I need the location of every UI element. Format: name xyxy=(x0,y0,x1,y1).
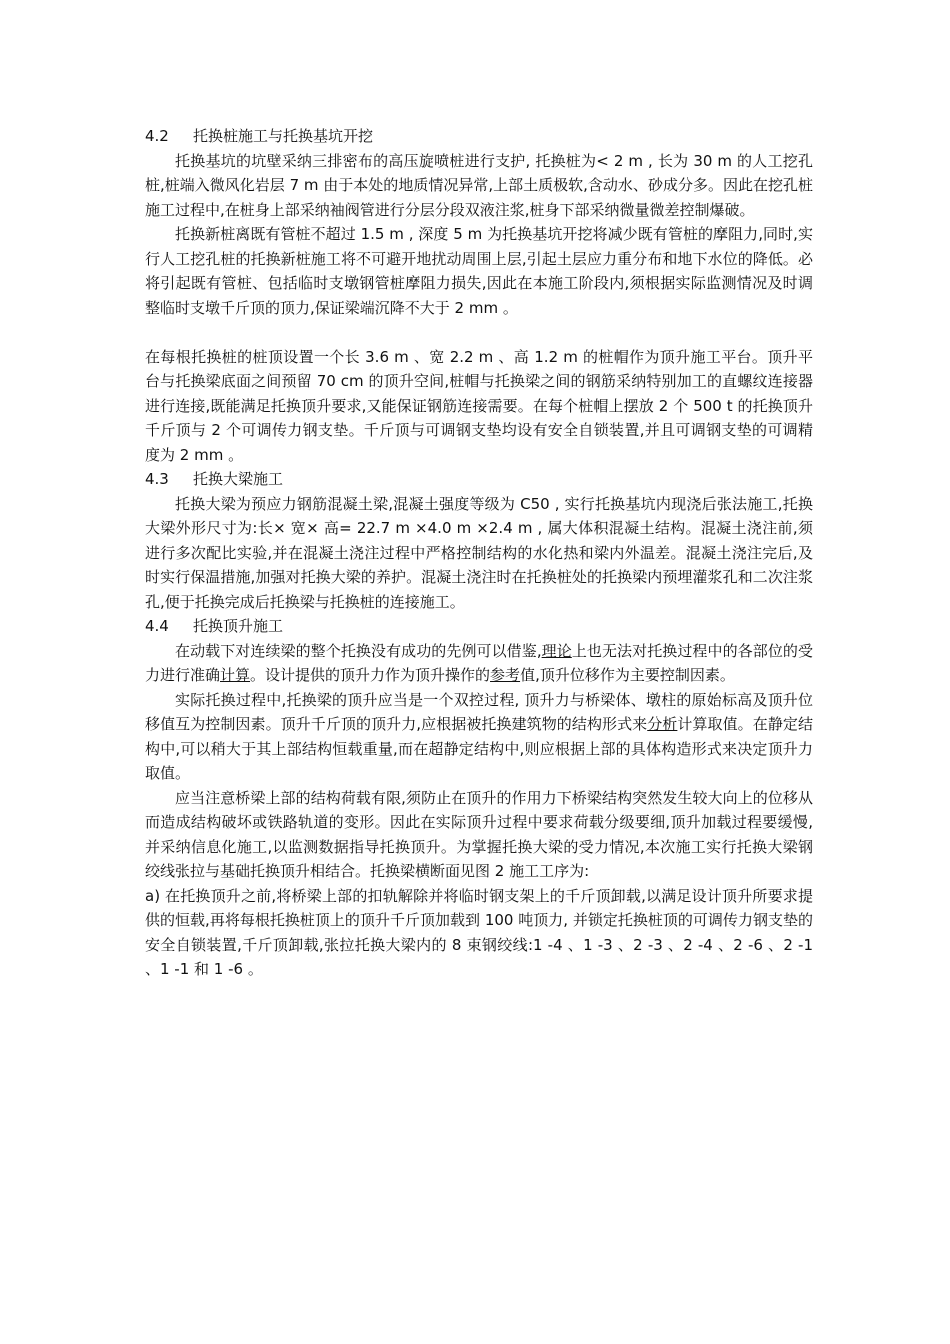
paragraph: 应当注意桥梁上部的结构荷载有限,须防止在顶升的作用力下桥梁结构突然发生较大向上的位移从而造成结构破坏或铁路轨道的变形。因此在实际顶升过程中要求荷载分级要细,顶升加载过程要缓慢,并采纳信息化施工,以监测数据指导托换顶升。为掌握托换大梁的受力情况,本次施工实行托换大梁钢绞线张拉与基础托换顶升相结合。托换梁横断面见图 2 施工工序为: xyxy=(145,788,813,880)
paragraph: 托换新桩离既有管桩不超过 1.5 m , 深度 5 m 为托换基坑开挖将减少既有管桩的摩阻力,同时,实行人工挖孔桩的托换新桩施工将不可避开地扰动周围上层,引起土层应力重分布和地下水位的降低。必将引起既有管桩、包括临时支墩钢管桩摩阻力损失,因此在本施工阶段内,须根据实际监测情况及时调整临时支墩千斤顶的顶力,保证梁端沉降不大于 2 mm 。 xyxy=(145,225,813,317)
paragraph: 托换基坑的坑壁采纳三排密布的高压旋喷桩进行支护, 托换桩为< 2 m , 长为 30 m 的人工挖孔桩,桩端入微风化岩层 7 m 由于本处的地质情况异常,上部土质极软,含动水、砂成分多。因此在挖孔桩施工过程中,在桩身上部采纳袖阀管进行分层分段双液注浆,桩身下部采纳微量微差控制爆破。 xyxy=(145,151,813,219)
text-run: 值,顶升位移作为主要控制因素。 xyxy=(520,666,735,684)
paragraph: 在每根托换桩的桩顶设置一个长 3.6 m 、宽 2.2 m 、高 1.2 m 的桩帽作为顶升施工平台。顶升平台与托换梁底面之间预留 70 cm 的顶升空间,桩帽与托换梁之间的钢筋采纳特别加工的直螺纹连接器进行连接,既能满足托换顶升要求,又能保证钢筋连接需要。在每个桩帽上摆放 2 个 500 t 的托换顶升千斤顶与 2 个可调传力钢支垫。千斤顶与可调钢支垫均设有安全自锁装置,并且可调钢支垫的可调精度为 2 mm 。 xyxy=(145,347,813,464)
section-number: 4.3 xyxy=(145,470,169,488)
paragraph: 托换大梁为预应力钢筋混凝土梁,混凝土强度等级为 C50 , 实行托换基坑内现浇后张法施工,托换大梁外形尺寸为:长× 宽× 高= 22.7 m ×4.0 m ×2.4 m , 属大体积混凝土结构。混凝土浇注前,须进行多次配比实验,并在混凝土浇注过程中严格控制结构的水化热和梁内外温差。混凝土浇注完后,及时实行保温措施,加强对托换大梁的养护。混凝土浇注时在托换桩处的托换梁内预埋灌浆孔和二次注浆孔,便于托换完成后托换梁与托换桩的连接施工。 xyxy=(145,494,813,611)
section-title: 托换顶升施工 xyxy=(193,617,284,635)
link-theory[interactable]: 理论 xyxy=(541,641,572,660)
section-title: 托换桩施工与托换基坑开挖 xyxy=(193,127,374,145)
text-run: 实际托换过程中,托换梁的顶升应当是一个双控过程, 顶升力与桥梁体、墩柱的原始标高及顶升位移值互为控制因素。顶升千斤顶的顶升力,应根据被托换建筑物的结构形式来 xyxy=(145,690,813,733)
text-run: 计算取值。在静定结构中,可以稍大于其上部结构恒载重量,而在超静定结构中,则应根据上部的具体构造形式来决定顶升力取值。 xyxy=(145,715,813,782)
section-heading-4-3 xyxy=(145,467,813,492)
section-number: 4.4 xyxy=(145,617,169,635)
text-run: 。设计提供的顶升力作为顶升操作的 xyxy=(250,666,491,684)
paragraph xyxy=(145,688,813,786)
section-heading-4-4 xyxy=(145,614,813,639)
text-run: 上也无法对托换过程中的各部位的受力进行准确 xyxy=(145,641,813,684)
link-calculation[interactable]: 计算 xyxy=(220,666,251,684)
paragraph: a) 在托换顶升之前,将桥梁上部的扣轨解除并将临时钢支架上的千斤顶卸载,以满足设计顶升所要求提供的恒载,再将每根托换桩顶上的顶升千斤顶加载到 100 吨顶力, 并锁定托换桩顶的可调传力钢支垫的安全自锁装置,千斤顶卸载,张拉托换大梁内的 8 束钢绞线:1 -4 、1 -3 、2 -3 、2 -4 、2 -6 、2 -1 、1 -1 和 1 -6 。 xyxy=(145,886,813,978)
blank-line xyxy=(145,320,813,345)
section-title: 托换大梁施工 xyxy=(193,470,284,488)
text-run: 在动载下对连续梁的整个托换没有成功的先例可以借鉴, xyxy=(175,641,542,660)
paragraph xyxy=(145,639,813,688)
document-body xyxy=(145,124,813,982)
section-number: 4.2 xyxy=(145,127,169,145)
section-heading-4-2 xyxy=(145,124,813,149)
link-reference[interactable]: 参考 xyxy=(490,666,521,684)
link-analysis[interactable]: 分析 xyxy=(647,715,678,733)
